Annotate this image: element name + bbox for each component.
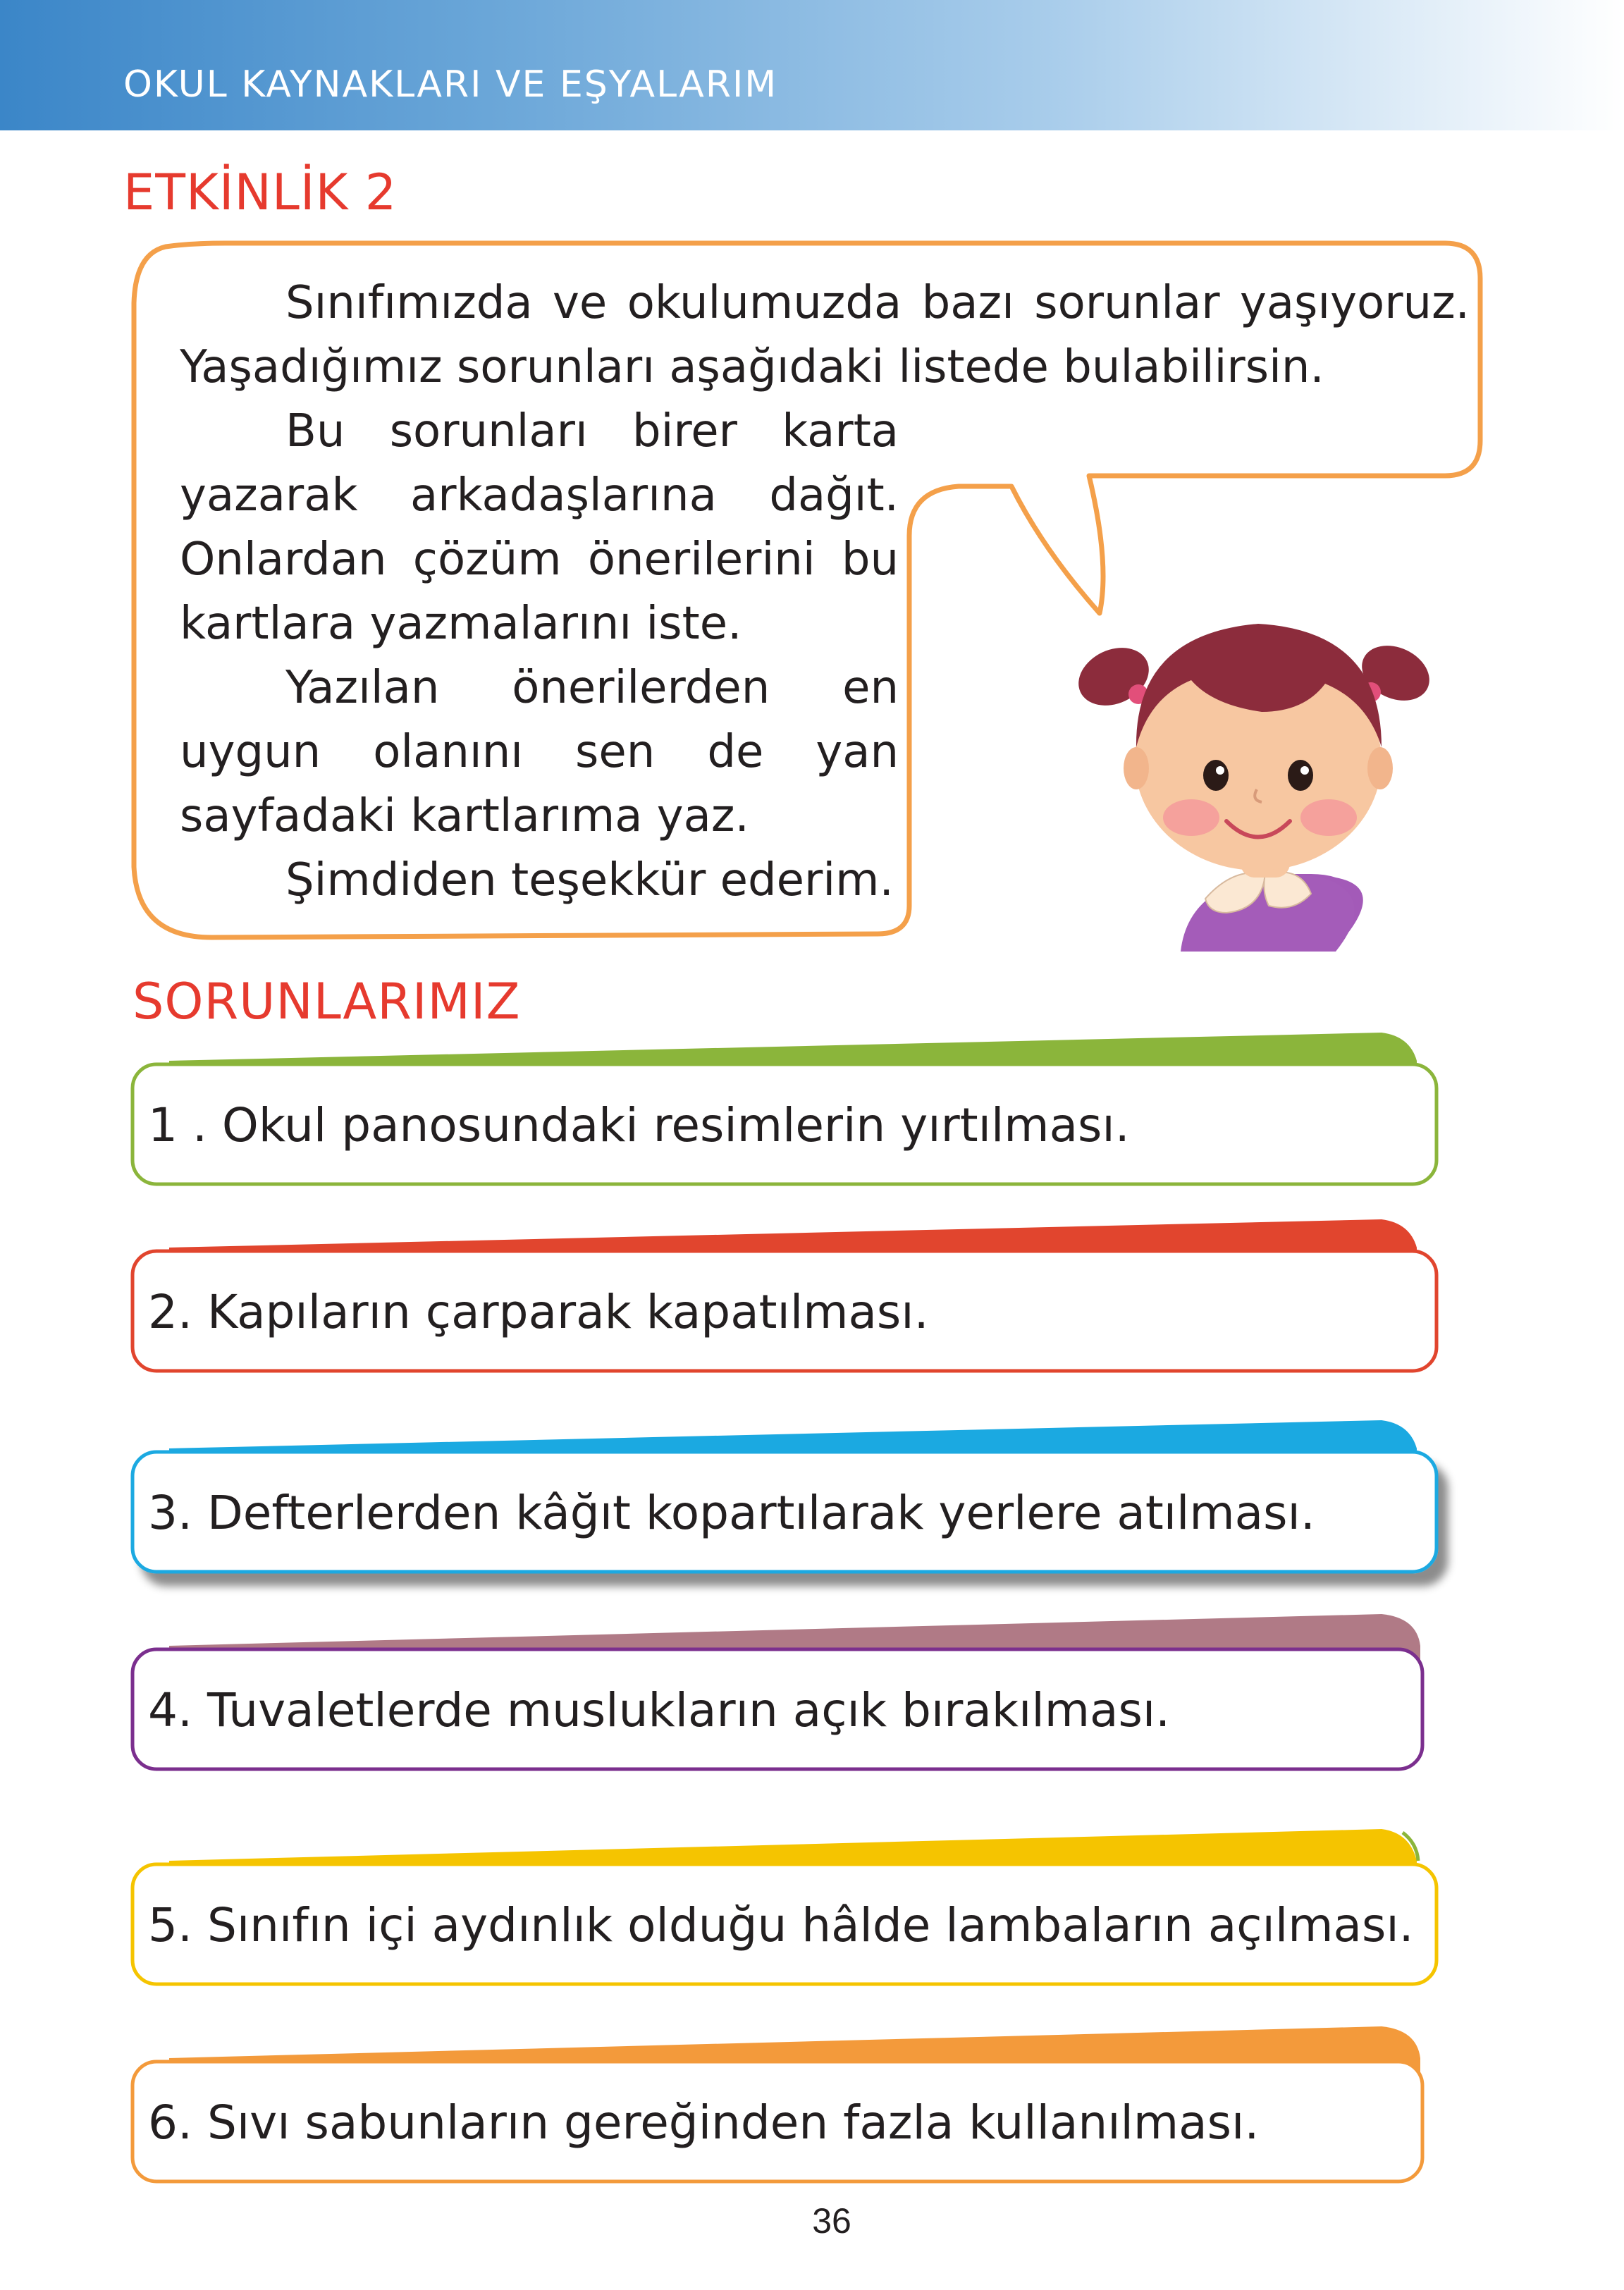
page-number: 36 xyxy=(812,2201,851,2241)
header-title: OKUL KAYNAKLARI VE EŞYALARIM xyxy=(123,63,778,106)
problem-item-1: 1 . Okul panosundaki resimlerin yırtılması. xyxy=(148,1098,1130,1152)
speech-paragraph-4: Şimdiden teşekkür ederim. xyxy=(285,854,894,906)
speech-paragraph-2: Bu sorunları birer karta yazarak arkadaşlarına dağıt. Onlardan çözüm önerilerini bu kartlara yazmalarını iste. xyxy=(180,405,899,650)
problems-heading: SORUNLARIMIZ xyxy=(133,973,521,1030)
problem-item-5: 5. Sınıfın içi aydınlık olduğu hâlde lambaların açılması. xyxy=(148,1898,1414,1952)
problem-item-2: 2. Kapıların çarparak kapatılması. xyxy=(148,1285,929,1339)
activity-title: ETKİNLİK 2 xyxy=(123,164,398,221)
problem-item-6: 6. Sıvı sabunların gereğinden fazla kullanılması. xyxy=(148,2095,1260,2150)
speech-paragraph-3: Yazılan önerilerden en uygun olanını sen de yan sayfadaki kartlarıma yaz. xyxy=(180,662,899,842)
speech-paragraph-1: Sınıfımızda ve okulumuzda bazı sorunlar yaşıyoruz. Yaşadığımız sorunları aşağıdaki listede bulabilirsin. xyxy=(180,277,1470,393)
problem-item-4: 4. Tuvaletlerde muslukların açık bırakılması. xyxy=(148,1683,1171,1737)
problem-item-3: 3. Defterlerden kâğıt kopartılarak yerlere atılması. xyxy=(148,1486,1315,1540)
